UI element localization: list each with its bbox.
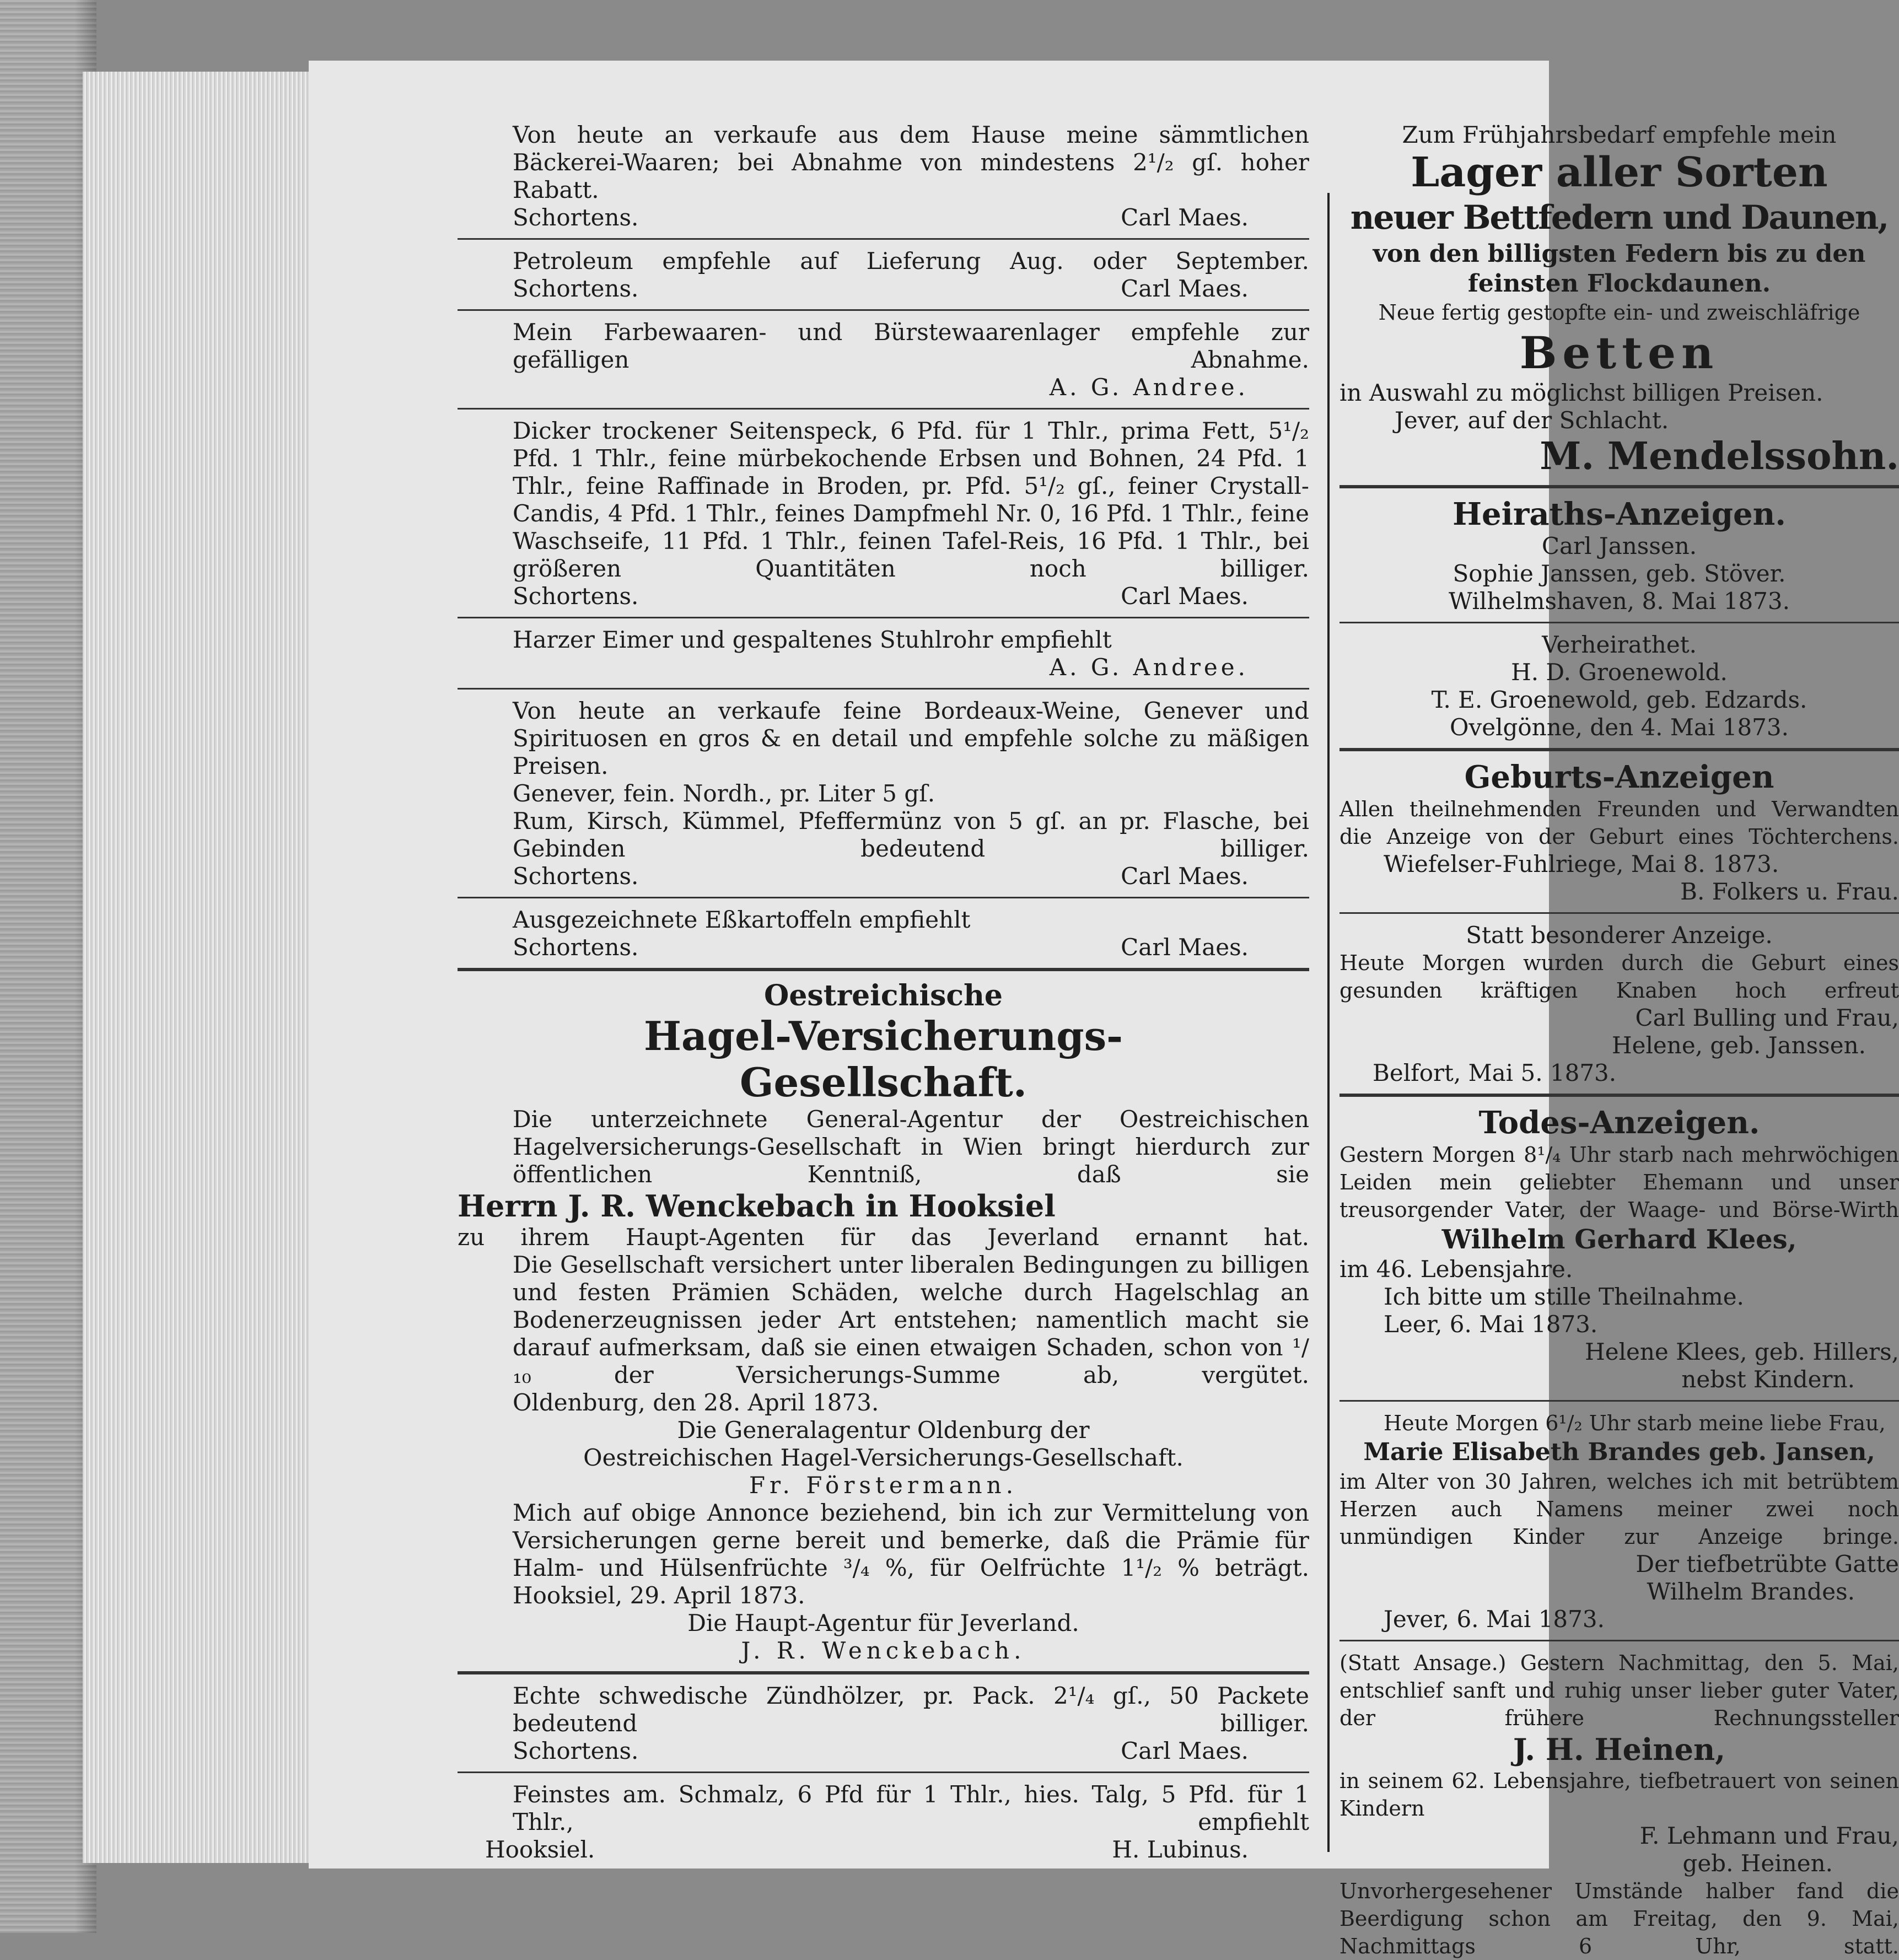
left-column bbox=[458, 121, 1309, 1863]
hagel-para-4: Mich auf obige Annonce beziehend, bin ich zur Vermittelung von Versicherungen gerne bereit und bemerke, daß die Prämie für Halm- und Hülsenfrüchte ³/₄ %, für Oelfrüchte 1¹/₂ % beträgt. bbox=[513, 1499, 1309, 1581]
tod-a4: Ich bitte um stille Theilnahme. bbox=[1384, 1283, 1744, 1310]
ad-farbewaaren bbox=[458, 319, 1309, 401]
hagel-sig-1a: Die Generalagentur Oldenburg der bbox=[677, 1417, 1090, 1444]
divider bbox=[1339, 1400, 1899, 1402]
divider bbox=[458, 1671, 1309, 1674]
ad-text: Petroleum empfehle auf Lieferung Aug. oder September. bbox=[513, 247, 1309, 274]
divider bbox=[458, 617, 1309, 618]
hagel-date-2: Hooksiel, 29. April 1873. bbox=[513, 1582, 805, 1609]
geburt-b2: Carl Bulling und Frau, bbox=[1635, 1004, 1899, 1031]
book-binding-edge bbox=[0, 0, 96, 1933]
todes-anzeigen bbox=[1339, 1105, 1899, 1960]
ad-petroleum bbox=[458, 247, 1309, 303]
newspaper-page bbox=[309, 61, 1899, 1958]
bett-title-4: Betten bbox=[1519, 327, 1719, 379]
ad-harzer-eimer bbox=[458, 626, 1309, 681]
ad-place: Schortens. bbox=[513, 204, 639, 231]
ad-text: Harzer Eimer und gespaltenes Stuhlrohr empfiehlt bbox=[513, 626, 1112, 653]
ad-signer: A. G. Andree. bbox=[1049, 374, 1249, 401]
geburt-b1: Heute Morgen wurden durch die Geburt eines gesunden kräftigen Knaben hoch erfreut bbox=[1339, 951, 1899, 1003]
heirath-b3: Ovelgönne, den 4. Mai 1873. bbox=[1450, 714, 1789, 741]
ad-zuendhoelzer bbox=[458, 1682, 1309, 1765]
ad-signer: A. G. Andree. bbox=[1049, 654, 1249, 681]
tod-b2: Marie Elisabeth Brandes geb. Jansen, bbox=[1363, 1438, 1875, 1466]
ad-signer: H. Lubinus. bbox=[1112, 1836, 1249, 1863]
divider bbox=[1339, 1094, 1899, 1097]
hagel-title-3: Gesellschaft. bbox=[739, 1059, 1027, 1106]
ad-text: Echte schwedische Zündhölzer, pr. Pack. 2¹/₄ gſ., 50 Packete bedeutend billiger. bbox=[513, 1682, 1309, 1737]
ad-text: Ausgezeichnete Eßkartoffeln empfiehlt bbox=[513, 906, 971, 933]
ad-bordeaux bbox=[458, 697, 1309, 890]
bett-firm: M. Mendelssohn. bbox=[1540, 434, 1899, 478]
hagel-sig-1c: Fr. Förstermann. bbox=[749, 1472, 1018, 1499]
heirath-a2: Sophie Janssen, geb. Stöver. bbox=[1453, 560, 1786, 587]
divider bbox=[458, 688, 1309, 690]
ad-schmalz bbox=[458, 1781, 1309, 1864]
hagel-title-2: Hagel-Versicherungs- bbox=[643, 1013, 1123, 1059]
geburt-b4: Belfort, Mai 5. 1873. bbox=[1373, 1059, 1617, 1086]
geburt-a2: Wiefelser-Fuhlriege, Mai 8. 1873. bbox=[1384, 850, 1779, 877]
bett-line-3: Jever, auf der Schlacht. bbox=[1395, 407, 1669, 434]
divider bbox=[458, 238, 1309, 240]
column-divider bbox=[1327, 193, 1330, 1852]
ad-seitenspeck bbox=[458, 417, 1309, 610]
heirath-b2: T. E. Groenewold, geb. Edzards. bbox=[1431, 686, 1807, 713]
geburt-b3: Helene, geb. Janssen. bbox=[1612, 1032, 1866, 1059]
tod-b5: Wilhelm Brandes. bbox=[1647, 1578, 1855, 1605]
divider bbox=[1339, 748, 1899, 751]
hagel-para-2: zu ihrem Haupt-Agenten für das Jeverland ernannt hat. bbox=[458, 1224, 1309, 1251]
hagel-date-1: Oldenburg, den 28. April 1873. bbox=[513, 1389, 879, 1416]
divider bbox=[1339, 912, 1899, 914]
heirath-b1: H. D. Groenewold. bbox=[1511, 659, 1728, 686]
ad-text: Von heute an verkaufe aus dem Hause meine sämmtlichen Bäckerei-Waaren; bei Abnahme von mindestens 2¹/₂ gſ. hoher Rabatt. bbox=[513, 121, 1309, 203]
tod-c5: geb. Heinen. bbox=[1682, 1850, 1833, 1877]
geburt-a1: Allen theilnehmenden Freunden und Verwandten die Anzeige von der Geburt eines Töchterchens. bbox=[1339, 797, 1899, 849]
hagel-sig-2b: J. R. Wenckebach. bbox=[741, 1637, 1026, 1664]
tod-c2: J. H. Heinen, bbox=[1513, 1732, 1726, 1767]
heirath-head: Heiraths-Anzeigen. bbox=[1453, 496, 1786, 532]
hagel-para-3: Die Gesellschaft versichert unter liberalen Bedingungen zu billigen und festen Prämien Schäden, welche durch Hagelschlag an Bodenerzeugnissen jeder Art entstehen; namentlich macht sie darauf aufmerksam, daß sie einen etwaigen Schaden, schon von ¹/₁₀ der Versicherungs-Summe ab, vergütet. bbox=[513, 1251, 1309, 1388]
ad-place: Hooksiel. bbox=[485, 1836, 595, 1863]
heiraths-anzeigen bbox=[1339, 496, 1899, 741]
ad-signer: Carl Maes. bbox=[1121, 1737, 1249, 1764]
bett-title-2: neuer Bettfedern und Daunen, bbox=[1350, 198, 1889, 237]
ad-place: Schortens. bbox=[513, 934, 639, 961]
hagel-para-1: Die unterzeichnete General-Agentur der Oestreichischen Hagelversicherungs-Gesellschaft in Wien bringt hierdurch zur öffentlichen Kenntniß, daß sie bbox=[513, 1106, 1309, 1188]
tod-a3: im 46. Lebensjahre. bbox=[1339, 1256, 1573, 1283]
ad-signer: Carl Maes. bbox=[1121, 275, 1249, 302]
hagel-sig-1b: Oestreichischen Hagel-Versicherungs-Gesellschaft. bbox=[583, 1444, 1183, 1471]
divider bbox=[458, 968, 1309, 971]
tod-b3: im Alter von 30 Jahren, welches ich mit betrübtem Herzen auch Namens meiner zwei noch unmündigen Kinder zur Anzeige bringe. bbox=[1339, 1469, 1899, 1549]
bett-title-1: Lager aller Sorten bbox=[1411, 149, 1828, 196]
tod-b6: Jever, 6. Mai 1873. bbox=[1384, 1606, 1605, 1633]
geburts-anzeigen bbox=[1339, 759, 1899, 1087]
ad-place: Schortens. bbox=[513, 583, 639, 610]
ad-baeckerei bbox=[458, 121, 1309, 231]
ad-kartoffeln bbox=[458, 906, 1309, 961]
bett-line-2: in Auswahl zu möglichst billigen Preisen. bbox=[1339, 379, 1823, 406]
ad-place: Schortens. bbox=[513, 863, 639, 890]
ad-signer: Carl Maes. bbox=[1121, 934, 1249, 961]
tod-c6: Unvorhergesehener Umstände halber fand die Beerdigung schon am Freitag, den 9. Mai, Nachmittags 6 Uhr, statt. bbox=[1339, 1879, 1899, 1958]
tod-b4: Der tiefbetrübte Gatte bbox=[1636, 1550, 1899, 1577]
divider bbox=[458, 897, 1309, 898]
bett-line: Neue fertig gestopfte ein- und zweischläfrige bbox=[1378, 300, 1860, 325]
tod-a2: Wilhelm Gerhard Klees, bbox=[1441, 1224, 1797, 1255]
tod-a6: Helene Klees, geb. Hillers, bbox=[1585, 1338, 1899, 1365]
bett-title-3: von den billigsten Federn bis zu den feinsten Flockdaunen. bbox=[1373, 240, 1866, 298]
heirath-b0: Verheirathet. bbox=[1542, 631, 1697, 658]
tod-c3: in seinem 62. Lebensjahre, tiefbetrauert von seinen Kindern bbox=[1339, 1769, 1899, 1821]
ad-hagel-versicherung bbox=[458, 979, 1309, 1665]
tod-b1: Heute Morgen 6¹/₂ Uhr starb meine liebe Frau, bbox=[1384, 1411, 1886, 1435]
divider bbox=[458, 309, 1309, 311]
ad-place: Schortens. bbox=[513, 1737, 639, 1764]
hagel-title-1: Oestreichische bbox=[764, 979, 1003, 1013]
ad-signer: Carl Maes. bbox=[1121, 204, 1249, 231]
ad-text: Von heute an verkaufe feine Bordeaux-Weine, Genever und Spirituosen en gros & en detail und empfehle solche zu mäßigen Preisen. bbox=[513, 697, 1309, 779]
tod-c1: (Statt Ansage.) Gestern Nachmittag, den 5. Mai, entschlief sanft und ruhig unser lieber guter Vater, der frühere Rechnungssteller bbox=[1339, 1651, 1899, 1730]
tod-a7: nebst Kindern. bbox=[1681, 1366, 1855, 1393]
ad-place: Schortens. bbox=[513, 275, 639, 302]
ad-line: Genever, fein. Nordh., pr. Liter 5 gſ. bbox=[513, 780, 935, 807]
ad-bettfedern bbox=[1339, 121, 1899, 478]
divider bbox=[1339, 1640, 1899, 1641]
hagel-agent: Herrn J. R. Wenckebach in Hooksiel bbox=[458, 1188, 1056, 1224]
ad-text: Feinstes am. Schmalz, 6 Pfd für 1 Thlr., hies. Talg, 5 Pfd. für 1 Thlr., empfiehlt bbox=[513, 1781, 1309, 1835]
tod-head: Todes-Anzeigen. bbox=[1478, 1105, 1760, 1141]
right-column bbox=[1339, 121, 1899, 1958]
heirath-a3: Wilhelmshaven, 8. Mai 1873. bbox=[1449, 588, 1790, 615]
geburt-b0: Statt besonderer Anzeige. bbox=[1466, 922, 1773, 949]
ad-text: Mein Farbewaaren- und Bürstewaarenlager empfehle zur gefälligen Abnahme. bbox=[513, 319, 1309, 373]
tod-a5: Leer, 6. Mai 1873. bbox=[1384, 1311, 1598, 1338]
divider bbox=[1339, 622, 1899, 623]
stacked-page-edges bbox=[83, 72, 342, 1863]
ad-signer: Carl Maes. bbox=[1121, 863, 1249, 890]
heirath-a1: Carl Janssen. bbox=[1541, 532, 1697, 559]
divider bbox=[1339, 485, 1899, 488]
bett-intro: Zum Frühjahrsbedarf empfehle mein bbox=[1402, 121, 1837, 148]
ad-line: Rum, Kirsch, Kümmel, Pfeffermünz von 5 gſ. an pr. Flasche, bei Gebinden bedeutend billiger. bbox=[513, 807, 1309, 862]
divider bbox=[458, 408, 1309, 410]
divider bbox=[458, 1771, 1309, 1773]
geburt-a3: B. Folkers u. Frau. bbox=[1680, 878, 1899, 905]
ad-signer: Carl Maes. bbox=[1121, 583, 1249, 610]
hagel-sig-2a: Die Haupt-Agentur für Jeverland. bbox=[687, 1609, 1079, 1636]
tod-c4: F. Lehmann und Frau, bbox=[1639, 1822, 1899, 1849]
geburt-head: Geburts-Anzeigen bbox=[1464, 759, 1774, 795]
tod-a1: Gestern Morgen 8¹/₄ Uhr starb nach mehrwöchigen Leiden mein geliebter Ehemann und unser treusorgender Vater, der Waage- und Börse-Wirth bbox=[1339, 1143, 1899, 1222]
ad-text: Dicker trockener Seitenspeck, 6 Pfd. für 1 Thlr., prima Fett, 5¹/₂ Pfd. 1 Thlr., feine mürbekochende Erbsen und Bohnen, 24 Pfd. 1 Thlr., feine Raffinade in Broden, pr. Pfd. 5¹/₂ gſ., feiner Crystall-Candis, 4 Pfd. 1 Thlr., feines Dampfmehl Nr. 0, 16 Pfd. 1 Thlr., feine Waschseife, 11 Pfd. 1 Thlr., feinen Tafel-Reis, 16 Pfd. 1 Thlr., bei größeren Quantitäten noch billiger. bbox=[513, 417, 1309, 582]
